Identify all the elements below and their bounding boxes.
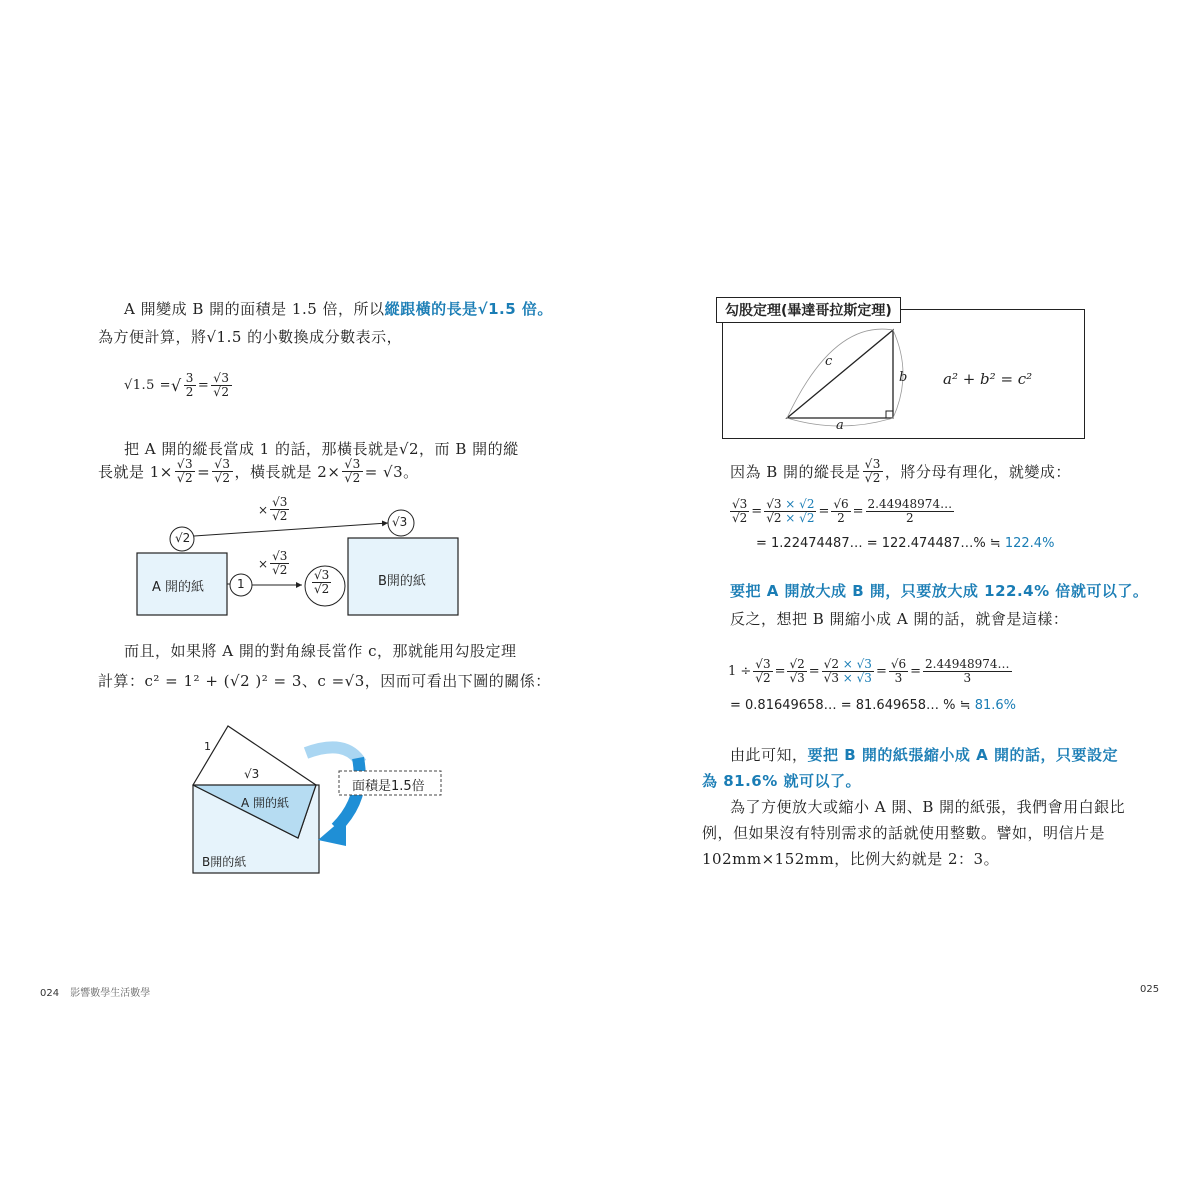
fraction: $\frac{√3}{√2}$: [214, 457, 231, 485]
right-paragraph-6: 為了方便放大或縮小 A 開、B 開的紙張，我們會用白銀比: [730, 798, 1126, 816]
left-paragraph-4: [98, 458, 419, 485]
edge-root3-label: √3: [244, 767, 260, 781]
fraction: $\frac{√3}{√2}$: [176, 457, 194, 485]
right-paragraph-7: 例，但如果沒有特別需求的話就使用整數。譬如，明信片是: [702, 824, 1106, 842]
scaling-diagram-lines: [130, 496, 470, 626]
b-paper-label-2: B開的紙: [202, 855, 247, 869]
fraction: $\frac{√3}{√2}$: [864, 457, 881, 485]
equation-rationalize: $\frac{√3}{√2}$ = $\frac{√3 \times √2}{√2 \times √2}$ = $\frac{√6}{2}$ = $\frac{2.44948974\dots}{2}$: [732, 497, 953, 525]
side-a: a: [836, 418, 844, 433]
left-paragraph-3: 把 A 開的縱長當成 1 的話，那橫長就是√2，而 B 開的縱: [124, 440, 519, 458]
one-text: 1: [237, 577, 245, 591]
text: A 開變成 B 開的面積是 1.5 倍，所以: [124, 300, 385, 318]
text: =: [197, 462, 211, 481]
text: ，將分母有理化，就變成：: [884, 463, 1071, 481]
circle-fraction: $\frac{√3}{√2}$: [314, 568, 330, 596]
right-paragraph-4: [730, 744, 1118, 765]
root2-text: √2: [175, 531, 191, 545]
text: = √3。: [364, 463, 419, 481]
envelope-diagram: [186, 718, 456, 878]
text: ，橫長就是 2×: [234, 463, 341, 481]
a-paper-label: A 開的紙: [152, 580, 205, 595]
scaling-diagram: [130, 496, 470, 626]
equals: =: [197, 378, 210, 393]
running-title: 影響數學生活數學: [70, 988, 151, 999]
left-paragraph-5: 而且，如果將 A 開的對角線長當作 c，那就能用勾股定理: [124, 642, 517, 660]
equation-sqrt-1-5: √1.5 = √ $\frac{3}{2}$ = $\frac{√3}{√2}$: [124, 371, 230, 399]
right-paragraph-3: 反之，想把 B 開縮小成 A 開的話，就會是這樣：: [730, 610, 1069, 628]
fraction: $\frac{√3}{√2}$: [213, 371, 230, 399]
left-paragraph-2: 為方便計算，將√1.5 的小數換成分數表示，: [98, 328, 403, 346]
text: 因為 B 開的縱長是: [730, 463, 861, 481]
right-paragraph-5: 為 81.6% 就可以了。: [702, 772, 861, 790]
equation-shrink-line2: = 0.81649658… = 81.649658… % ≒ 81.6%: [730, 698, 1017, 713]
right-paragraph-8: 102mm×152mm，比例大約就是 2：3。: [702, 850, 1000, 868]
side-b: b: [899, 370, 908, 385]
page-number: 024: [40, 988, 60, 999]
callout-text: 面積是1.5倍: [352, 779, 425, 794]
highlight-text: 要把 B 開的紙張縮小成 A 開的話，只要設定: [807, 746, 1118, 764]
fraction: $\frac{√3}{√2}$: [344, 457, 361, 485]
text: 由此可知，: [730, 746, 808, 764]
edge-one-label: 1: [204, 740, 211, 753]
left-folio: [40, 984, 150, 999]
right-highlight-1: 要把 A 開放大成 B 開，只要放大成 122.4% 倍就可以了。: [730, 582, 1149, 600]
right-paragraph-1: [730, 458, 1071, 485]
root3-text: √3: [392, 515, 408, 529]
highlight-text: 縱跟橫的長是√1.5 倍。: [384, 300, 553, 318]
multiplier-bottom: × $\frac{√3}{√2}$: [258, 549, 288, 577]
fraction: $\frac{3}{2}$: [185, 371, 194, 399]
equation-shrink: 1 ÷ $\frac{√3}{√2}$ = $\frac{√2}{√3}$ = $\frac{√2 \times √3}{√3 \times √3}$ = $\frac{√6}{3}$ = $\frac{2.44948974\dots}{3}$: [728, 657, 1010, 685]
equation-rationalize-line2: = 1.22474487… = 122.474487…% ≒ 122.4%: [756, 536, 1055, 551]
text: 長就是 1×: [98, 463, 173, 481]
pythagoras-formula: a² + b² = c²: [943, 370, 1033, 388]
side-c: c: [825, 354, 833, 369]
right-triangle: [787, 330, 893, 418]
left-paragraph-1: [124, 298, 553, 319]
right-folio: 025: [1140, 984, 1160, 995]
eq-lhs: √1.5 =: [124, 378, 171, 393]
pythagoras-box: [722, 309, 1085, 439]
b-paper-label: B開的紙: [378, 574, 426, 589]
multiplier-top: × $\frac{√3}{√2}$: [258, 495, 288, 523]
box-title: 勾股定理(畢達哥拉斯定理): [716, 297, 901, 323]
left-paragraph-6: 計算：c² = 1² + (√2 )² = 3、c =√3，因而可看出下圖的關係：: [98, 672, 551, 690]
a-paper-label-2: A 開的紙: [241, 796, 290, 810]
